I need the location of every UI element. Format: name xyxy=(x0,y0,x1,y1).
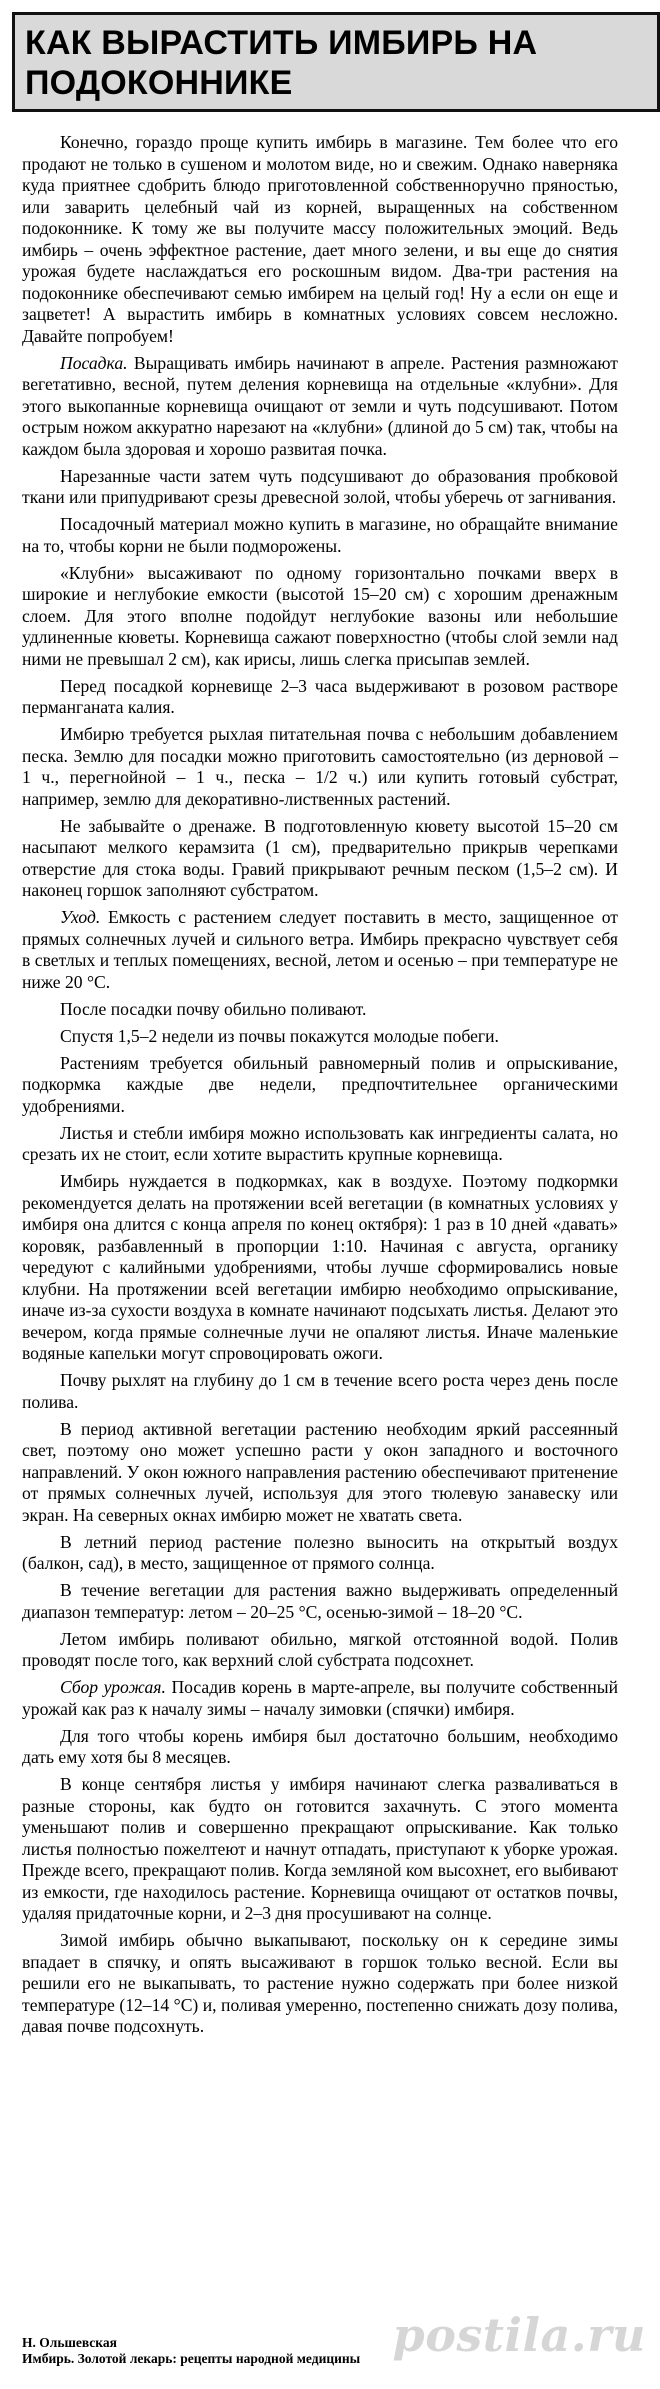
paragraph xyxy=(22,1774,618,1925)
paragraph-text: Конечно, гораздо проще купить имбирь в магазине. Тем более что его продают не только в сушеном и молотом виде, но и свежим. Однако наверняка куда приятнее сдобрить блюдо приготовленной собственноручно пряностью, или заварить целебный чай из корней, выращенных на собственном подоконнике. К тому же вы получите массу положительных эмоций. Ведь имбирь – очень эффектное растение, дает много зелени, и вы еще до снятия урожая будете наслаждаться его роскошным видом. Два-три растения на подоконнике обеспечивают семью имбирем на целый год! Ну а если он еще и зацветет! А вырастить имбирь в комнатных условиях совсем несложно. Давайте попробуем! xyxy=(22,132,618,346)
watermark-logo: postila.ru xyxy=(392,2308,646,2362)
paragraph-text: «Клубни» высаживают по одному горизонтально почками вверх в широкие и неглубокие емкости (высотой 15–20 см) с хорошим дренажным слоем. Для этого вполне подойдут неглубокие вазоны или небольшие удлиненные кюветы. Корневища сажают поверхностно (чтобы слой земли над ними не превышал 2 см), как ирисы, лишь слегка присыпав землей. xyxy=(22,562,618,669)
paragraph xyxy=(22,1123,618,1166)
author-name: Н. Ольшевская xyxy=(22,2335,117,2350)
paragraph-text: В летний период растение полезно выносить на открытый воздух (балкон, сад), в место, защищенное от прямого солнца. xyxy=(22,1531,618,1573)
paragraph xyxy=(22,907,618,993)
footer-credits xyxy=(22,2335,622,2367)
paragraph xyxy=(22,1419,618,1527)
paragraph-text: Летом имбирь поливают обильно, мягкой отстоянной водой. Полив проводят после того, как верхний слой субстрата подсохнет. xyxy=(22,1628,618,1670)
paragraph-text: Нарезанные части затем чуть подсушивают до образования пробковой ткани или припудривают срезы древесной золой, чтобы уберечь от загнивания. xyxy=(22,465,618,507)
paragraph xyxy=(22,1370,618,1413)
article-body xyxy=(22,132,618,2043)
paragraph-text: Выращивать имбирь начинают в апреле. Растения размножают вегетативно, весной, путем деления корневища на отдельные «клубни». Для этого выкопанные корневища очищают от земли и чуть подсушивают. Потом острым ножом аккуратно нарезают на «клубни» (длиной до 5 см) так, чтобы на каждом была здоровая и хорошо развитая почка. xyxy=(22,352,618,459)
paragraph xyxy=(22,1026,618,1048)
paragraph-text: Почву рыхлят на глубину до 1 см в течение всего роста через день после полива. xyxy=(22,1370,618,1412)
page-title: КАК ВЫРАСТИТЬ ИМБИРЬ НА ПОДОКОННИКЕ xyxy=(25,24,538,102)
paragraph xyxy=(22,999,618,1021)
paragraph xyxy=(22,132,618,347)
paragraph xyxy=(22,1930,618,2038)
paragraph-text: Перед посадкой корневище 2–3 часа выдерживают в розовом растворе перманганата калия. xyxy=(22,675,618,717)
paragraph-text: После посадки почву обильно поливают. xyxy=(60,998,367,1019)
paragraph-text: Емкость с растением следует поставить в место, защищенное от прямых солнечных лучей и сильного ветра. Имбирь прекрасно чувствует себя в светлых и теплых помещениях, весной, летом и осенью – при температуре не ниже 20 °С. xyxy=(22,907,618,992)
paragraph xyxy=(22,724,618,810)
section-lead: Уход. xyxy=(60,907,101,927)
paragraph-text: Для того чтобы корень имбиря был достаточно большим, необходимо дать ему хотя бы 8 месяцев. xyxy=(22,1725,618,1767)
paragraph-text: Посадив корень в марте-апреле, вы получите собственный урожай как раз к началу зимы – началу зимовки (спячки) имбиря. xyxy=(22,1677,619,1719)
paragraph-text: В конце сентября листья у имбиря начинают слегка разваливаться в разные стороны, как будто он готовится захачнуть. С этого момента уменьшают полив и совершенно прекращают опрыскивание. Как только листья полностью пожелтеют и начнут отпадать, приступают к уборке урожая. Прежде всего, прекращают полив. Когда земляной ком высохнет, его выбивают из емкости, где находилось растение. Корневища очищают от остатков почвы, удаляя придаточные корни, и 2–3 дня просушивают на солнце. xyxy=(22,1774,618,1923)
paragraph xyxy=(22,816,618,902)
paragraph-text: Имбирь нуждается в подкормках, как в воздухе. Поэтому подкормки рекомендуется делать на протяжении всей вегетации (в комнатных условиях у имбиря она длится с конца апреля по конец октября): 1 раз в 10 дней «давать» коровяк, разбавленный в пропорции 1:10. Начиная с августа, органику чередуют с калийными удобрениями, чтобы лучше сформировались новые клубни. На протяжении всей вегетации имбирю необходимо опрыскивание, иначе из-за сухости воздуха в комнате начинают подсыхать листья. Делают это вечером, когда прямые солнечные лучи не опаляют листья. Иначе маленькие водяные капельки могут спровоцировать ожоги. xyxy=(22,1171,618,1363)
paragraph xyxy=(22,1171,618,1365)
source-title: Имбирь. Золотой лекарь: рецепты народной медицины xyxy=(22,2351,361,2366)
paragraph xyxy=(22,676,618,719)
paragraph xyxy=(22,1677,618,1720)
paragraph-text: Не забывайте о дренаже. В подготовленную кювету высотой 15–20 см насыпают мелкого керамзита (1 см), предварительно прикрыв черепками отверстие для стока воды. Гравий прикрывают речным песком (1,5–2 см). И наконец горшок заполняют субстратом. xyxy=(22,815,618,900)
paragraph-text: Растениям требуется обильный равномерный полив и опрыскивание, подкормка каждые две недели, предпочтительнее органическими удобрениями. xyxy=(22,1052,618,1116)
paragraph-text: В период активной вегетации растению необходим яркий рассеянный свет, поэтому оно может успешно расти у окон западного и восточного направлений. У окон южного направления растению обеспечивают притенение от прямых солнечных лучей, используя для этого тюлевую занавеску или экран. На северных окнах имбирю может не хватать света. xyxy=(22,1418,618,1525)
paragraph xyxy=(22,353,618,461)
paragraph xyxy=(22,1726,618,1769)
paragraph-text: Имбирю требуется рыхлая питательная почва с небольшим добавлением песка. Землю для посадки можно приготовить самостоятельно (из дерновой – 1 ч., перегнойной – 1 ч., песка – 1/2 ч.) или купить готовый субстрат, например, землю для декоративно-лиственных растений. xyxy=(22,724,618,809)
paragraph xyxy=(22,1580,618,1623)
paragraph xyxy=(22,1053,618,1118)
paragraph xyxy=(22,1629,618,1672)
paragraph xyxy=(22,514,618,557)
paragraph-text: Спустя 1,5–2 недели из почвы покажутся молодые побеги. xyxy=(60,1025,499,1046)
paragraph-text: Листья и стебли имбиря можно использовать как ингредиенты салата, но срезать их не стоит, если хотите вырастить крупные корневища. xyxy=(22,1122,618,1164)
paragraph xyxy=(22,466,618,509)
paragraph xyxy=(22,563,618,671)
title-box xyxy=(12,12,660,112)
paragraph-text: В течение вегетации для растения важно выдерживать определенный диапазон температур: летом – 20–25 °С, осенью-зимой – 18–20 °С. xyxy=(22,1580,618,1622)
paragraph xyxy=(22,1532,618,1575)
paragraph-text: Посадочный материал можно купить в магазине, но обращайте внимание на то, чтобы корни не были подморожены. xyxy=(22,514,618,556)
section-lead: Посадка. xyxy=(60,352,128,373)
paragraph-text: Зимой имбирь обычно выкапывают, поскольку он к середине зимы впадает в спячку, и опять высаживают в горшок только весной. Если вы решили его не выкапывать, то растение нужно содержать при более низкой температуре (12–14 °С) и, поливая умеренно, постепенно снижать дозу полива, давая почве подсохнуть. xyxy=(22,1930,618,2036)
section-lead: Сбор урожая. xyxy=(60,1677,166,1697)
